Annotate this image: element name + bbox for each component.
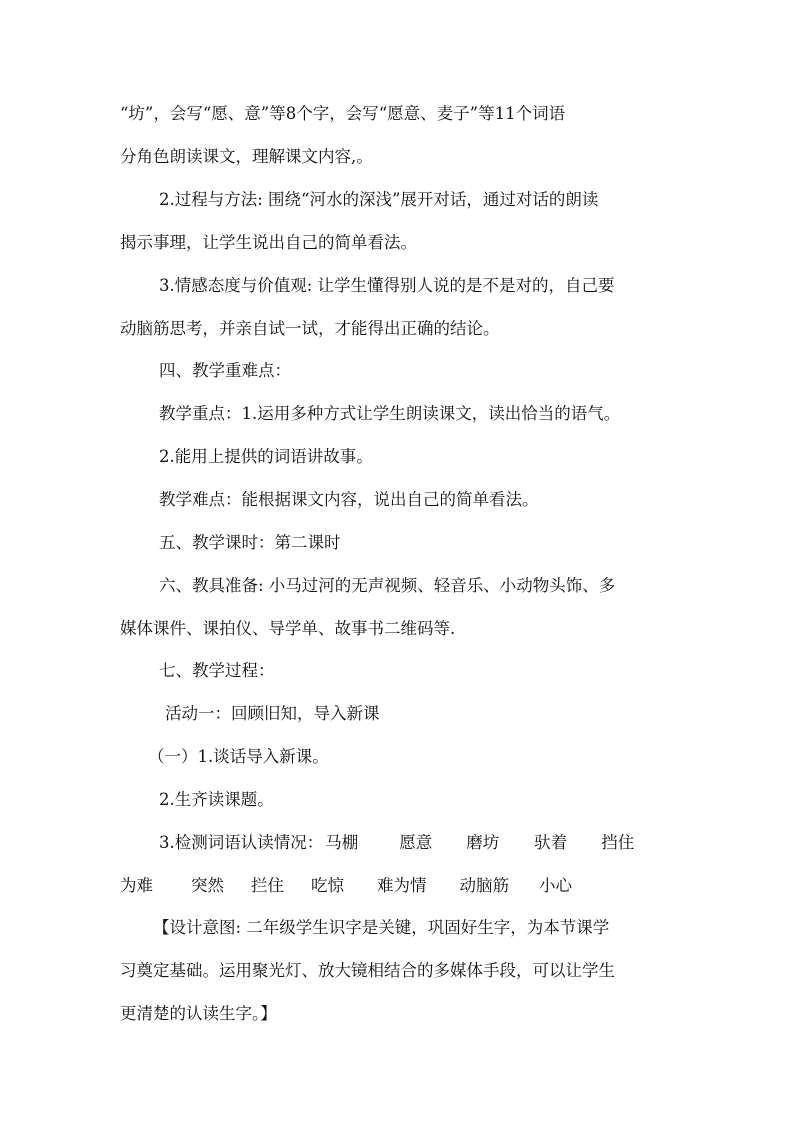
design-intent-line-3: 更清楚的认读生字。】 [120, 1004, 277, 1023]
design-intent-line-2: 习奠定基础。运用聚光灯、放大镜相结合的多媒体手段，可以让学生 [120, 961, 615, 980]
paragraph-line-2: 分角色朗读课文，理解课文内容,。 [120, 147, 373, 166]
word-item: 突然 [191, 876, 224, 895]
word-item: 难为情 [377, 876, 427, 895]
paragraph-line-4: 揭示事理，让学生说出自己的简单看法。 [120, 233, 417, 252]
design-intent-line-1: 【设计意图: 二年级学生识字是关键，巩固好生字，为本节课学 [153, 918, 610, 937]
paragraph-line-12: 六、教具准备: 小马过河的无声视频、轻音乐、小动物头饰、多 [159, 576, 616, 595]
word-item: 为难 [120, 876, 153, 895]
activity-heading: 活动一：回顾旧知，导入新课 [165, 704, 380, 723]
paragraph-line-6: 动脑筋思考，并亲自试一试，才能得出正确的结论。 [120, 319, 500, 338]
paragraph-line-17: 2.生齐读课题。 [159, 790, 274, 809]
word-item: 磨坊 [466, 833, 500, 852]
paragraph-line-1: “坊”，会写“愿、意”等8个字，会写“愿意、麦子”等11个词语 [120, 104, 566, 123]
paragraph-line-5: 3.情感态度与价值观: 让学生懂得别人说的是不是对的，自己要 [159, 276, 615, 295]
paragraph-line-13: 媒体课件、课拍仪、导学单、故事书二维码等. [120, 619, 456, 638]
word-item: 愿意 [399, 833, 433, 852]
word-check-row-1 [0, 832, 794, 854]
word-check-row-2 [0, 875, 794, 897]
paragraph-line-10: 教学难点：能根据课文内容，说出自己的简单看法。 [159, 490, 539, 509]
word-item: 吃惊 [311, 876, 344, 895]
paragraph-line-3: 2.过程与方法: 围绕“河水的深浅”展开对话，通过对话的朗读 [159, 190, 599, 209]
word-item: 驮着 [534, 833, 568, 852]
word-item: 挡住 [601, 833, 635, 852]
section-heading-process: 七、教学过程： [159, 661, 275, 680]
paragraph-line-8: 教学重点：1.运用多种方式让学生朗读课文，读出恰当的语气。 [159, 404, 621, 423]
word-check-label: 3.检测词语认读情况： [159, 833, 324, 852]
word-item: 拦住 [251, 876, 284, 895]
section-heading-key-points: 四、教学重难点： [159, 361, 291, 380]
paragraph-line-16: （一）1.谈话导入新课。 [148, 747, 329, 766]
word-item: 小心 [539, 876, 572, 895]
word-item: 动脑筋 [459, 876, 509, 895]
section-heading-class-hours: 五、教学课时：第二课时 [159, 533, 341, 552]
paragraph-line-9: 2.能用上提供的词语讲故事。 [159, 447, 373, 466]
word-item: 马棚 [325, 833, 359, 852]
